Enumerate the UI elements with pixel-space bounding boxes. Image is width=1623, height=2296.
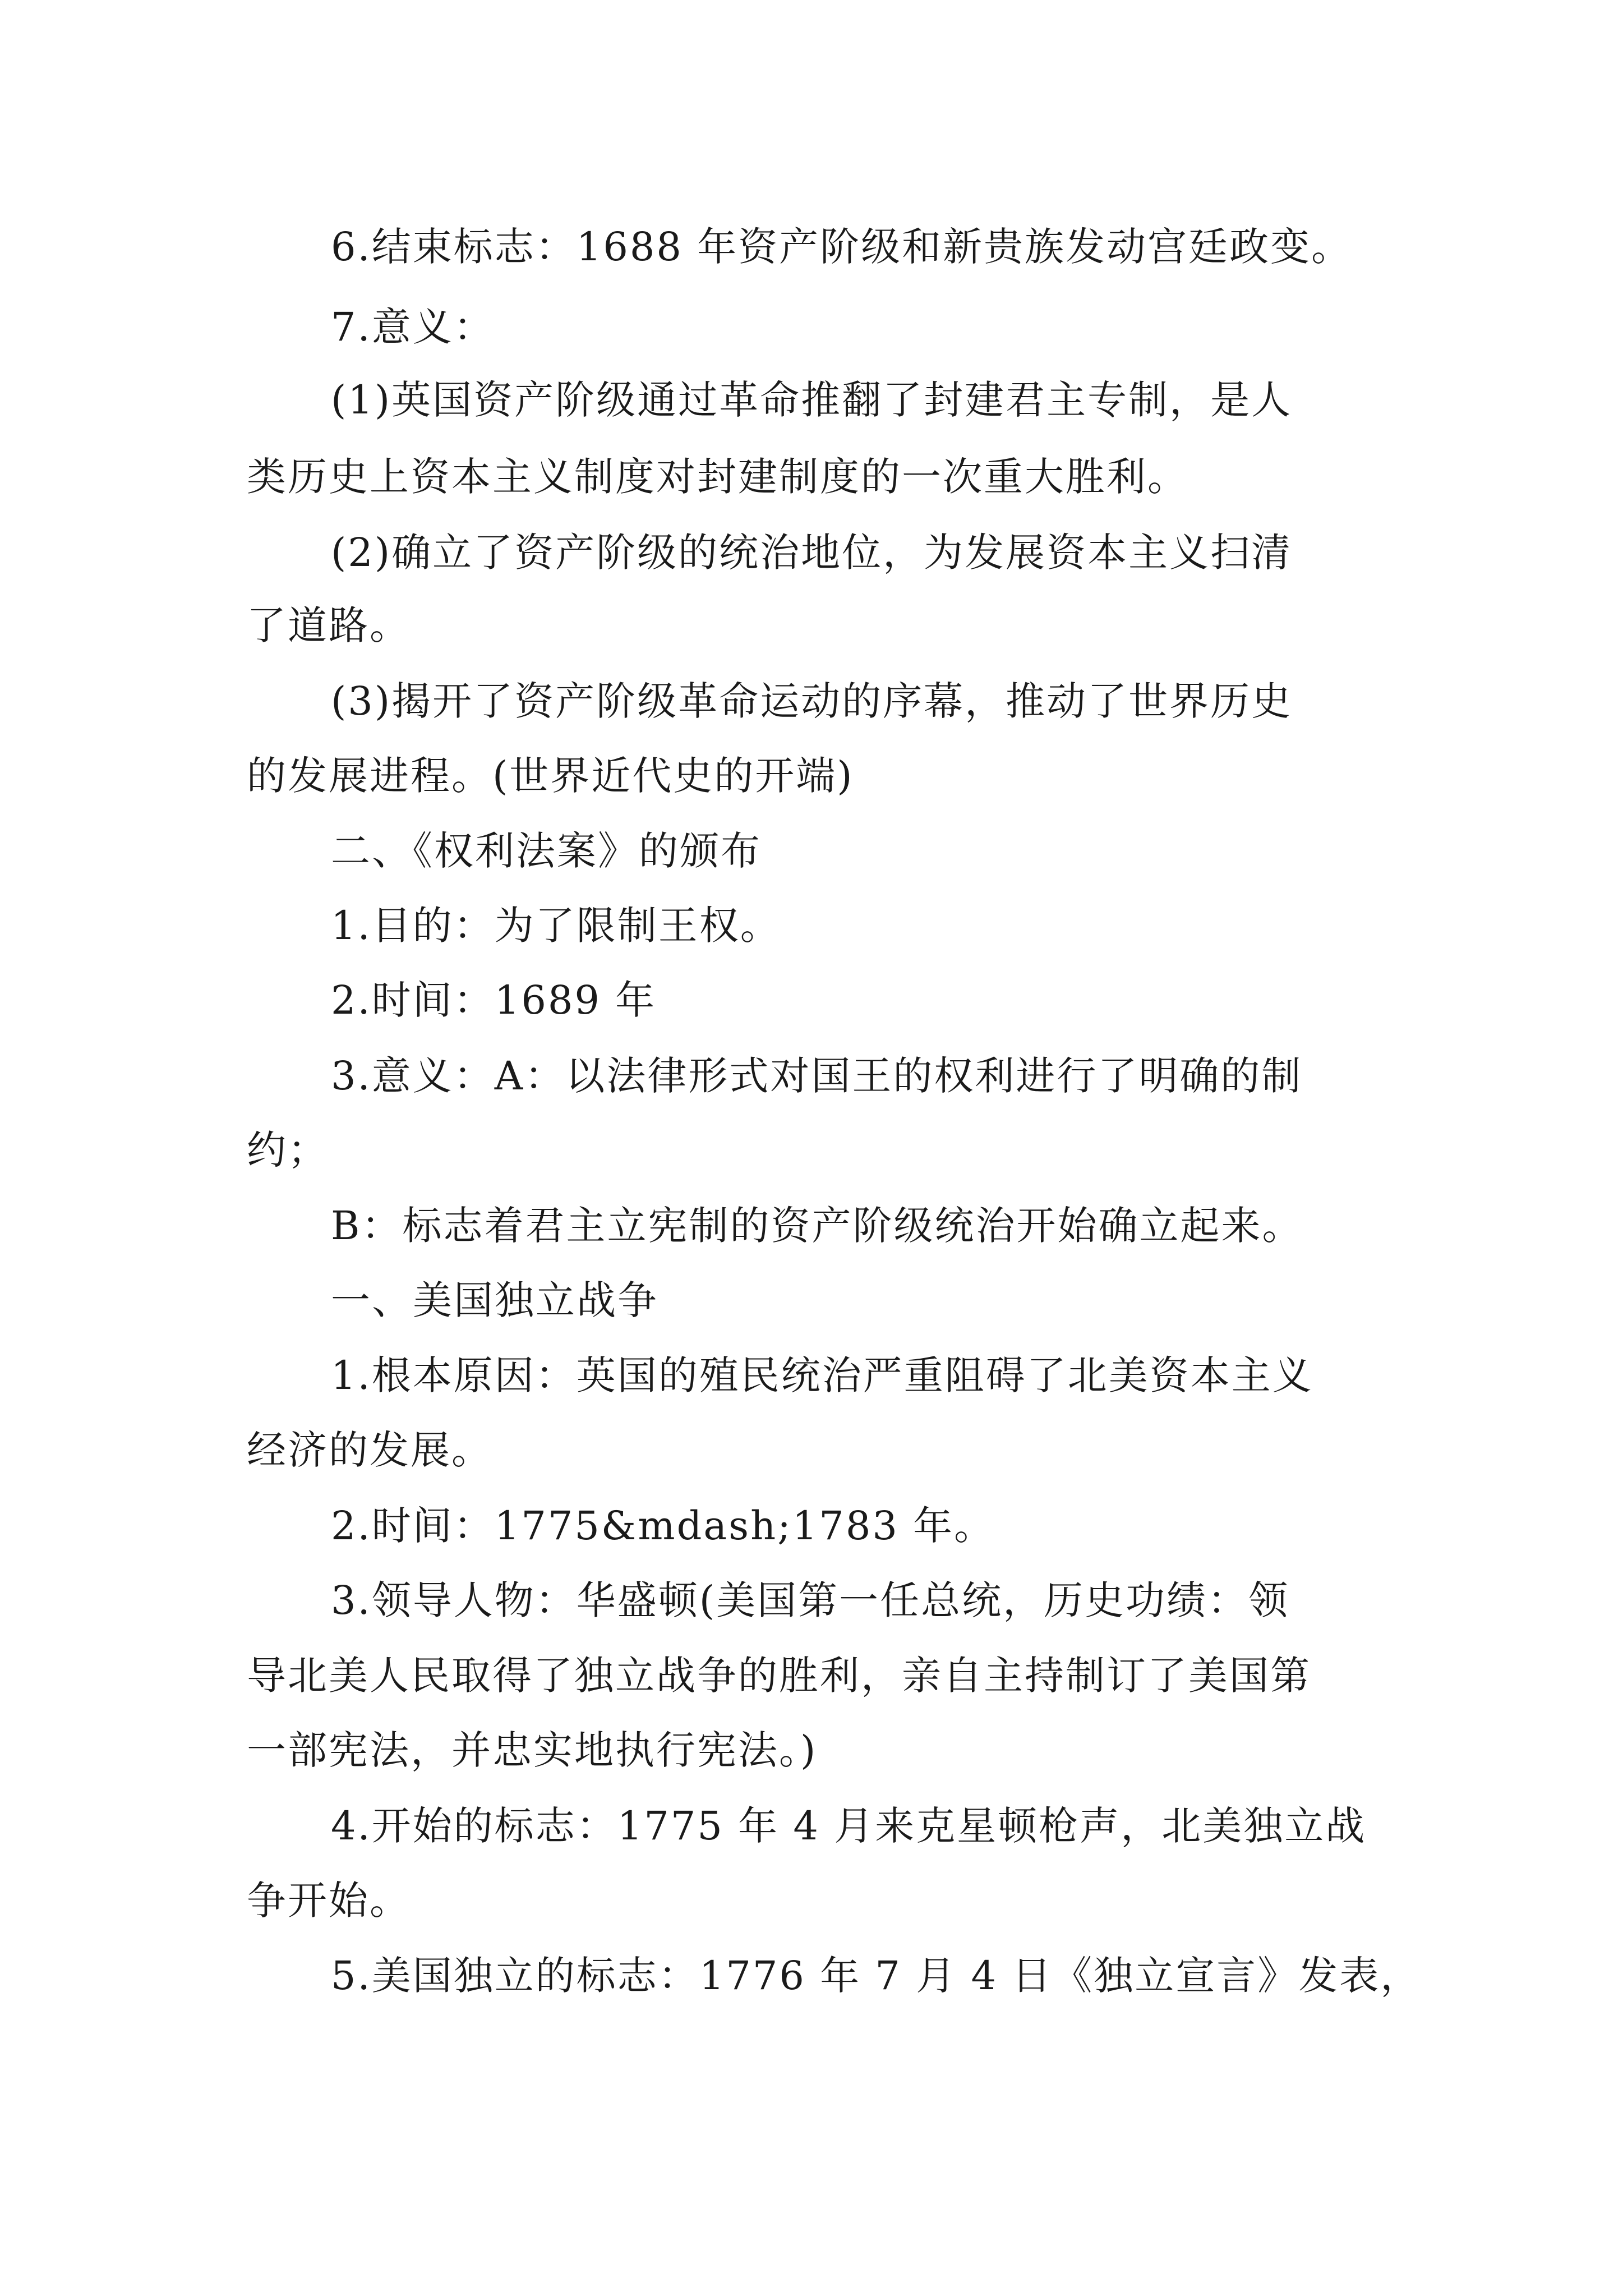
text-line: 1.目的：为了限制王权。 [331,903,781,949]
text-line: 7.意义： [331,304,495,350]
text-line: 2.时间：1775&mdash;1783 年。 [331,1503,995,1549]
text-line: 导北美人民取得了独立战争的胜利，亲自主持制订了美国第 [247,1653,1311,1699]
text-line: B：标志着君主立宪制的资产阶级统治开始确立起来。 [331,1203,1303,1249]
text-line: 约； [247,1127,329,1173]
text-line: 1.根本原因：英国的殖民统治严重阻碍了北美资本主义 [331,1352,1313,1398]
text-line: 一部宪法，并忠实地执行宪法。) [247,1727,818,1773]
section-heading: 一、美国独立战争 [331,1277,658,1323]
text-line: 3.领导人物：华盛顿(美国第一任总统，历史功绩：领 [331,1577,1290,1623]
text-line: (3)揭开了资产阶级革命运动的序幕，推动了世界历史 [331,678,1293,724]
text-line: 6.结束标志：1688 年资产阶级和新贵族发动宫廷政变。 [331,224,1353,270]
text-line: 了道路。 [247,602,411,648]
text-line: 经济的发展。 [247,1427,492,1473]
text-line: 的发展进程。(世界近代史的开端) [247,753,854,799]
text-line: 5.美国独立的标志：1776 年 7 月 4 日《独立宣言》发表， [331,1953,1422,1999]
text-line: 3.意义：A：以法律形式对国王的权利进行了明确的制 [331,1053,1303,1099]
text-line: 类历史上资本主义制度对封建制度的一次重大胜利。 [247,454,1188,500]
text-line: (2)确立了资产阶级的统治地位，为发展资本主义扫清 [331,530,1293,576]
text-line: (1)英国资产阶级通过革命推翻了封建君主专制，是人 [331,377,1293,423]
text-line: 2.时间：1689 年 [331,977,657,1023]
text-line: 争开始。 [247,1878,411,1924]
section-heading: 二、《权利法案》的颁布 [331,828,762,874]
text-line: 4.开始的标志：1775 年 4 月来克星顿枪声，北美独立战 [331,1803,1367,1849]
